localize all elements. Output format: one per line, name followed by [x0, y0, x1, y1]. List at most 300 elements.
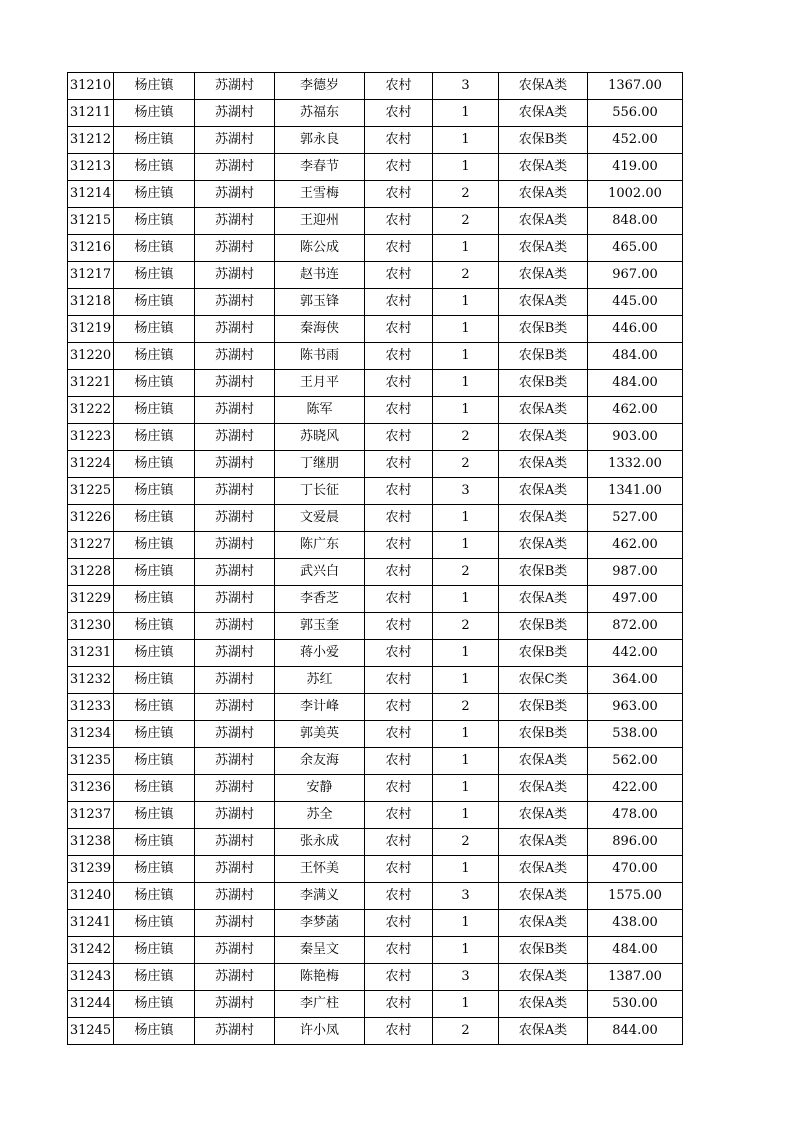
amount-cell: 903.00: [588, 424, 683, 451]
record-id-cell: 31220: [68, 343, 114, 370]
household-type-cell: 农村: [365, 883, 433, 910]
person-name-cell: 李广柱: [275, 991, 365, 1018]
town-cell: 杨庄镇: [114, 667, 195, 694]
household-type-cell: 农村: [365, 235, 433, 262]
insurance-category-cell: 农保A类: [499, 451, 588, 478]
village-cell: 苏湖村: [195, 154, 275, 181]
town-cell: 杨庄镇: [114, 181, 195, 208]
insurance-category-cell: 农保A类: [499, 964, 588, 991]
person-name-cell: 王怀美: [275, 856, 365, 883]
town-cell: 杨庄镇: [114, 883, 195, 910]
household-type-cell: 农村: [365, 964, 433, 991]
insurance-category-cell: 农保A类: [499, 262, 588, 289]
household-type-cell: 农村: [365, 586, 433, 613]
person-name-cell: 余友海: [275, 748, 365, 775]
table-row: [68, 721, 683, 748]
household-type-cell: 农村: [365, 991, 433, 1018]
town-cell: 杨庄镇: [114, 451, 195, 478]
village-cell: 苏湖村: [195, 937, 275, 964]
town-cell: 杨庄镇: [114, 694, 195, 721]
village-cell: 苏湖村: [195, 397, 275, 424]
person-name-cell: 郭永良: [275, 127, 365, 154]
household-type-cell: 农村: [365, 640, 433, 667]
table-row: [68, 100, 683, 127]
household-type-cell: 农村: [365, 73, 433, 100]
insurance-category-cell: 农保A类: [499, 478, 588, 505]
member-count-cell: 2: [433, 262, 499, 289]
record-id-cell: 31232: [68, 667, 114, 694]
town-cell: 杨庄镇: [114, 262, 195, 289]
person-name-cell: 安静: [275, 775, 365, 802]
person-name-cell: 陈书雨: [275, 343, 365, 370]
town-cell: 杨庄镇: [114, 559, 195, 586]
household-type-cell: 农村: [365, 370, 433, 397]
insurance-category-cell: 农保B类: [499, 370, 588, 397]
member-count-cell: 1: [433, 748, 499, 775]
town-cell: 杨庄镇: [114, 991, 195, 1018]
town-cell: 杨庄镇: [114, 370, 195, 397]
member-count-cell: 1: [433, 721, 499, 748]
person-name-cell: 丁继朋: [275, 451, 365, 478]
village-cell: 苏湖村: [195, 613, 275, 640]
amount-cell: 896.00: [588, 829, 683, 856]
town-cell: 杨庄镇: [114, 73, 195, 100]
town-cell: 杨庄镇: [114, 964, 195, 991]
village-cell: 苏湖村: [195, 424, 275, 451]
person-name-cell: 苏红: [275, 667, 365, 694]
household-type-cell: 农村: [365, 559, 433, 586]
insurance-category-cell: 农保B类: [499, 613, 588, 640]
insurance-category-cell: 农保B类: [499, 127, 588, 154]
table-row: [68, 1018, 683, 1045]
village-cell: 苏湖村: [195, 586, 275, 613]
member-count-cell: 1: [433, 991, 499, 1018]
town-cell: 杨庄镇: [114, 343, 195, 370]
insurance-category-cell: 农保B类: [499, 694, 588, 721]
record-id-cell: 31234: [68, 721, 114, 748]
record-id-cell: 31230: [68, 613, 114, 640]
table-row: [68, 397, 683, 424]
village-cell: 苏湖村: [195, 883, 275, 910]
amount-cell: 987.00: [588, 559, 683, 586]
village-cell: 苏湖村: [195, 316, 275, 343]
household-type-cell: 农村: [365, 721, 433, 748]
person-name-cell: 武兴白: [275, 559, 365, 586]
household-type-cell: 农村: [365, 316, 433, 343]
table-row: [68, 937, 683, 964]
member-count-cell: 1: [433, 343, 499, 370]
person-name-cell: 陈军: [275, 397, 365, 424]
record-id-cell: 31221: [68, 370, 114, 397]
person-name-cell: 郭美英: [275, 721, 365, 748]
household-type-cell: 农村: [365, 802, 433, 829]
person-name-cell: 苏福东: [275, 100, 365, 127]
amount-cell: 967.00: [588, 262, 683, 289]
town-cell: 杨庄镇: [114, 532, 195, 559]
household-type-cell: 农村: [365, 1018, 433, 1045]
amount-cell: 484.00: [588, 937, 683, 964]
household-type-cell: 农村: [365, 613, 433, 640]
person-name-cell: 李计峰: [275, 694, 365, 721]
record-id-cell: 31226: [68, 505, 114, 532]
amount-cell: 419.00: [588, 154, 683, 181]
insurance-category-cell: 农保C类: [499, 667, 588, 694]
insurance-category-cell: 农保A类: [499, 181, 588, 208]
record-id-cell: 31215: [68, 208, 114, 235]
town-cell: 杨庄镇: [114, 127, 195, 154]
record-id-cell: 31228: [68, 559, 114, 586]
insurance-category-cell: 农保B类: [499, 316, 588, 343]
person-name-cell: 王雪梅: [275, 181, 365, 208]
table-row: [68, 964, 683, 991]
household-type-cell: 农村: [365, 451, 433, 478]
person-name-cell: 郭玉奎: [275, 613, 365, 640]
amount-cell: 527.00: [588, 505, 683, 532]
insurance-category-cell: 农保A类: [499, 532, 588, 559]
town-cell: 杨庄镇: [114, 505, 195, 532]
amount-cell: 465.00: [588, 235, 683, 262]
town-cell: 杨庄镇: [114, 721, 195, 748]
amount-cell: 1575.00: [588, 883, 683, 910]
village-cell: 苏湖村: [195, 100, 275, 127]
amount-cell: 364.00: [588, 667, 683, 694]
record-id-cell: 31225: [68, 478, 114, 505]
village-cell: 苏湖村: [195, 343, 275, 370]
household-type-cell: 农村: [365, 694, 433, 721]
insurance-category-cell: 农保A类: [499, 73, 588, 100]
member-count-cell: 3: [433, 478, 499, 505]
town-cell: 杨庄镇: [114, 910, 195, 937]
insurance-category-cell: 农保A类: [499, 775, 588, 802]
member-count-cell: 1: [433, 370, 499, 397]
person-name-cell: 王月平: [275, 370, 365, 397]
amount-cell: 1367.00: [588, 73, 683, 100]
person-name-cell: 陈公成: [275, 235, 365, 262]
amount-cell: 963.00: [588, 694, 683, 721]
table-row: [68, 235, 683, 262]
village-cell: 苏湖村: [195, 802, 275, 829]
insurance-category-cell: 农保A类: [499, 100, 588, 127]
town-cell: 杨庄镇: [114, 154, 195, 181]
member-count-cell: 2: [433, 181, 499, 208]
household-type-cell: 农村: [365, 424, 433, 451]
member-count-cell: 2: [433, 208, 499, 235]
person-name-cell: 陈广东: [275, 532, 365, 559]
record-id-cell: 31210: [68, 73, 114, 100]
insurance-category-cell: 农保A类: [499, 748, 588, 775]
record-id-cell: 31244: [68, 991, 114, 1018]
table-row: [68, 586, 683, 613]
member-count-cell: 2: [433, 451, 499, 478]
amount-cell: 848.00: [588, 208, 683, 235]
village-cell: 苏湖村: [195, 73, 275, 100]
record-id-cell: 31222: [68, 397, 114, 424]
household-type-cell: 农村: [365, 505, 433, 532]
amount-cell: 1341.00: [588, 478, 683, 505]
table-row: [68, 910, 683, 937]
member-count-cell: 1: [433, 154, 499, 181]
town-cell: 杨庄镇: [114, 613, 195, 640]
member-count-cell: 2: [433, 613, 499, 640]
insurance-category-cell: 农保A类: [499, 586, 588, 613]
household-type-cell: 农村: [365, 748, 433, 775]
village-cell: 苏湖村: [195, 775, 275, 802]
person-name-cell: 文爱晨: [275, 505, 365, 532]
amount-cell: 462.00: [588, 397, 683, 424]
table-row: [68, 127, 683, 154]
record-id-cell: 31227: [68, 532, 114, 559]
record-id-cell: 31224: [68, 451, 114, 478]
village-cell: 苏湖村: [195, 667, 275, 694]
record-id-cell: 31214: [68, 181, 114, 208]
town-cell: 杨庄镇: [114, 1018, 195, 1045]
village-cell: 苏湖村: [195, 748, 275, 775]
table-row: [68, 694, 683, 721]
table-row: [68, 505, 683, 532]
insurance-category-cell: 农保A类: [499, 1018, 588, 1045]
table-body: [68, 73, 683, 1045]
amount-cell: 1332.00: [588, 451, 683, 478]
person-name-cell: 丁长征: [275, 478, 365, 505]
table-row: [68, 856, 683, 883]
household-type-cell: 农村: [365, 856, 433, 883]
member-count-cell: 2: [433, 694, 499, 721]
member-count-cell: 3: [433, 964, 499, 991]
record-id-cell: 31211: [68, 100, 114, 127]
table-row: [68, 262, 683, 289]
member-count-cell: 1: [433, 667, 499, 694]
insurance-category-cell: 农保A类: [499, 856, 588, 883]
household-type-cell: 农村: [365, 208, 433, 235]
household-type-cell: 农村: [365, 829, 433, 856]
insurance-category-cell: 农保A类: [499, 154, 588, 181]
amount-cell: 462.00: [588, 532, 683, 559]
member-count-cell: 1: [433, 397, 499, 424]
person-name-cell: 苏全: [275, 802, 365, 829]
record-id-cell: 31236: [68, 775, 114, 802]
table-row: [68, 451, 683, 478]
person-name-cell: 郭玉锋: [275, 289, 365, 316]
household-type-cell: 农村: [365, 397, 433, 424]
member-count-cell: 1: [433, 532, 499, 559]
record-id-cell: 31237: [68, 802, 114, 829]
town-cell: 杨庄镇: [114, 586, 195, 613]
table-row: [68, 559, 683, 586]
amount-cell: 1387.00: [588, 964, 683, 991]
town-cell: 杨庄镇: [114, 856, 195, 883]
amount-cell: 484.00: [588, 370, 683, 397]
member-count-cell: 1: [433, 505, 499, 532]
insurance-category-cell: 农保B类: [499, 640, 588, 667]
table-row: [68, 748, 683, 775]
village-cell: 苏湖村: [195, 451, 275, 478]
amount-cell: 844.00: [588, 1018, 683, 1045]
member-count-cell: 2: [433, 829, 499, 856]
household-type-cell: 农村: [365, 937, 433, 964]
table-row: [68, 532, 683, 559]
member-count-cell: 3: [433, 73, 499, 100]
village-cell: 苏湖村: [195, 505, 275, 532]
table-row: [68, 343, 683, 370]
member-count-cell: 1: [433, 100, 499, 127]
member-count-cell: 1: [433, 910, 499, 937]
record-id-cell: 31216: [68, 235, 114, 262]
record-id-cell: 31231: [68, 640, 114, 667]
village-cell: 苏湖村: [195, 235, 275, 262]
insurance-category-cell: 农保A类: [499, 829, 588, 856]
town-cell: 杨庄镇: [114, 937, 195, 964]
person-name-cell: 秦海侠: [275, 316, 365, 343]
person-name-cell: 李春节: [275, 154, 365, 181]
household-type-cell: 农村: [365, 100, 433, 127]
person-name-cell: 赵书连: [275, 262, 365, 289]
insurance-category-cell: 农保A类: [499, 235, 588, 262]
record-id-cell: 31219: [68, 316, 114, 343]
amount-cell: 452.00: [588, 127, 683, 154]
insurance-category-cell: 农保A类: [499, 802, 588, 829]
table-row: [68, 424, 683, 451]
village-cell: 苏湖村: [195, 910, 275, 937]
town-cell: 杨庄镇: [114, 397, 195, 424]
record-id-cell: 31241: [68, 910, 114, 937]
amount-cell: 872.00: [588, 613, 683, 640]
table-row: [68, 829, 683, 856]
village-cell: 苏湖村: [195, 532, 275, 559]
amount-cell: 446.00: [588, 316, 683, 343]
person-name-cell: 秦呈文: [275, 937, 365, 964]
amount-cell: 556.00: [588, 100, 683, 127]
amount-cell: 442.00: [588, 640, 683, 667]
record-id-cell: 31229: [68, 586, 114, 613]
record-id-cell: 31233: [68, 694, 114, 721]
person-name-cell: 李香芝: [275, 586, 365, 613]
record-id-cell: 31217: [68, 262, 114, 289]
table-row: [68, 802, 683, 829]
amount-cell: 497.00: [588, 586, 683, 613]
person-name-cell: 李德岁: [275, 73, 365, 100]
town-cell: 杨庄镇: [114, 640, 195, 667]
amount-cell: 422.00: [588, 775, 683, 802]
amount-cell: 538.00: [588, 721, 683, 748]
table-row: [68, 667, 683, 694]
insurance-category-cell: 农保A类: [499, 289, 588, 316]
village-cell: 苏湖村: [195, 289, 275, 316]
town-cell: 杨庄镇: [114, 235, 195, 262]
table-row: [68, 208, 683, 235]
village-cell: 苏湖村: [195, 181, 275, 208]
insurance-category-cell: 农保A类: [499, 883, 588, 910]
person-name-cell: 王迎州: [275, 208, 365, 235]
table-row: [68, 775, 683, 802]
household-type-cell: 农村: [365, 262, 433, 289]
town-cell: 杨庄镇: [114, 775, 195, 802]
village-cell: 苏湖村: [195, 1018, 275, 1045]
record-id-cell: 31238: [68, 829, 114, 856]
record-id-cell: 31242: [68, 937, 114, 964]
amount-cell: 445.00: [588, 289, 683, 316]
household-type-cell: 农村: [365, 910, 433, 937]
village-cell: 苏湖村: [195, 964, 275, 991]
village-cell: 苏湖村: [195, 478, 275, 505]
village-cell: 苏湖村: [195, 262, 275, 289]
table-row: [68, 613, 683, 640]
member-count-cell: 2: [433, 1018, 499, 1045]
amount-cell: 1002.00: [588, 181, 683, 208]
amount-cell: 484.00: [588, 343, 683, 370]
village-cell: 苏湖村: [195, 640, 275, 667]
town-cell: 杨庄镇: [114, 748, 195, 775]
member-count-cell: 1: [433, 586, 499, 613]
household-type-cell: 农村: [365, 775, 433, 802]
table-row: [68, 289, 683, 316]
record-id-cell: 31235: [68, 748, 114, 775]
village-cell: 苏湖村: [195, 127, 275, 154]
insurance-category-cell: 农保B类: [499, 559, 588, 586]
member-count-cell: 1: [433, 289, 499, 316]
town-cell: 杨庄镇: [114, 208, 195, 235]
member-count-cell: 1: [433, 856, 499, 883]
person-name-cell: 蒋小爱: [275, 640, 365, 667]
record-id-cell: 31213: [68, 154, 114, 181]
insurance-category-cell: 农保A类: [499, 505, 588, 532]
insurance-category-cell: 农保B类: [499, 937, 588, 964]
subsidy-table: [67, 72, 683, 1045]
member-count-cell: 1: [433, 802, 499, 829]
village-cell: 苏湖村: [195, 208, 275, 235]
person-name-cell: 许小凤: [275, 1018, 365, 1045]
village-cell: 苏湖村: [195, 991, 275, 1018]
household-type-cell: 农村: [365, 532, 433, 559]
village-cell: 苏湖村: [195, 370, 275, 397]
village-cell: 苏湖村: [195, 721, 275, 748]
household-type-cell: 农村: [365, 181, 433, 208]
insurance-category-cell: 农保A类: [499, 397, 588, 424]
town-cell: 杨庄镇: [114, 424, 195, 451]
town-cell: 杨庄镇: [114, 316, 195, 343]
record-id-cell: 31239: [68, 856, 114, 883]
record-id-cell: 31240: [68, 883, 114, 910]
insurance-category-cell: 农保A类: [499, 208, 588, 235]
village-cell: 苏湖村: [195, 559, 275, 586]
person-name-cell: 张永成: [275, 829, 365, 856]
member-count-cell: 1: [433, 127, 499, 154]
household-type-cell: 农村: [365, 667, 433, 694]
village-cell: 苏湖村: [195, 829, 275, 856]
member-count-cell: 1: [433, 937, 499, 964]
town-cell: 杨庄镇: [114, 478, 195, 505]
amount-cell: 470.00: [588, 856, 683, 883]
village-cell: 苏湖村: [195, 694, 275, 721]
town-cell: 杨庄镇: [114, 289, 195, 316]
household-type-cell: 农村: [365, 289, 433, 316]
insurance-category-cell: 农保A类: [499, 991, 588, 1018]
member-count-cell: 2: [433, 424, 499, 451]
record-id-cell: 31243: [68, 964, 114, 991]
town-cell: 杨庄镇: [114, 829, 195, 856]
member-count-cell: 1: [433, 640, 499, 667]
member-count-cell: 2: [433, 559, 499, 586]
table-row: [68, 478, 683, 505]
person-name-cell: 苏晓风: [275, 424, 365, 451]
amount-cell: 530.00: [588, 991, 683, 1018]
town-cell: 杨庄镇: [114, 100, 195, 127]
person-name-cell: 李满义: [275, 883, 365, 910]
amount-cell: 562.00: [588, 748, 683, 775]
record-id-cell: 31212: [68, 127, 114, 154]
household-type-cell: 农村: [365, 478, 433, 505]
village-cell: 苏湖村: [195, 856, 275, 883]
insurance-category-cell: 农保A类: [499, 910, 588, 937]
